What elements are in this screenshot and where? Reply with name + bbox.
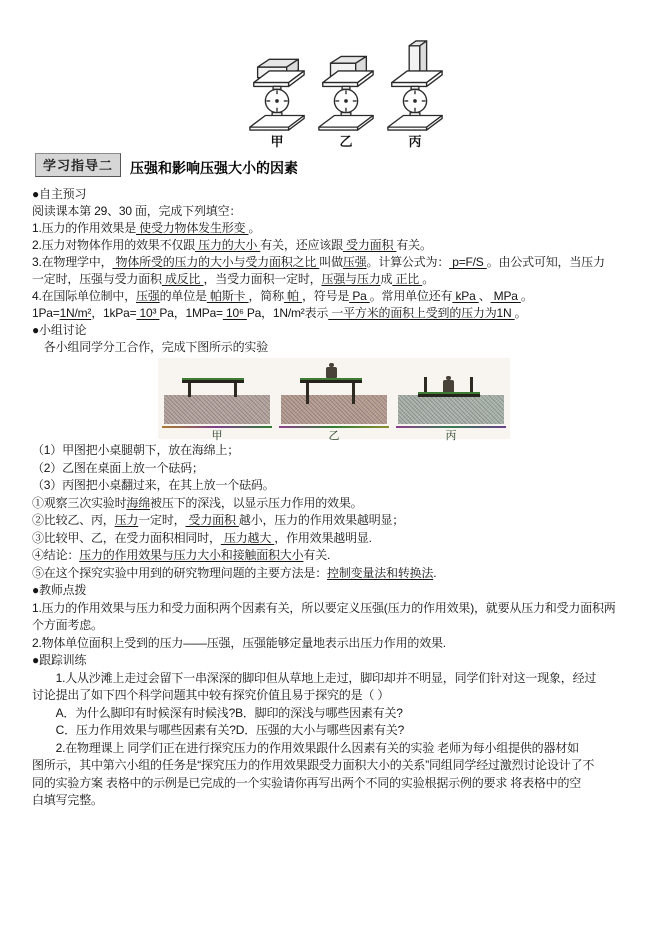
text-segment: 图所示，其中第六小组的任务是“探究压力的作用效果跟受力面积大小的关系”同组同学经过激烈讨论设计了不 <box>32 758 595 772</box>
experiment-subfig-bing <box>394 358 508 442</box>
gauge-brick-upright-icon <box>384 38 446 131</box>
text-segment: 。常用单位还有 <box>369 289 453 303</box>
text-segment: 有关. <box>303 548 331 562</box>
answer-blank: 使受力物体发生形变 <box>136 221 249 235</box>
text-line <box>32 652 657 670</box>
text-segment: 1.人从沙滩上走过会留下一串深深的脚印但从草地上走过，脚印却并不明显，同学们针对这一现象，经过 <box>32 670 597 685</box>
answer-blank: 一平方米的面积上受到的压力为1N <box>328 306 515 320</box>
text-line <box>32 460 657 478</box>
text-line <box>32 617 657 635</box>
text-segment: （2）乙图在桌面上放一个砝码； <box>32 460 204 475</box>
text-line <box>32 670 657 688</box>
text-line <box>32 792 657 810</box>
sponge-surface <box>281 395 387 424</box>
experiment-subfig-yi <box>277 358 391 442</box>
experiment-subfig-jia <box>160 358 274 442</box>
gauge-label-yi: 乙 <box>339 134 353 149</box>
experiment-photo <box>158 358 510 442</box>
text-segment: 个方面考虑。 <box>32 618 103 632</box>
text-segment: 2.在物理课上 同学们正在进行探究压力的作用效果跟什么因素有关的实验 老师为每小组提供的器材如 <box>32 740 579 755</box>
text-segment: 2.压力对物体作用的效果不仅跟 <box>32 238 196 252</box>
text-segment: 4.在国际单位制中， <box>32 289 137 303</box>
pressure-gauge-figure <box>246 38 446 150</box>
table-leg <box>234 383 237 397</box>
text-segment: ③比较甲、乙，在受力面积相同时， <box>32 530 221 545</box>
answer-blank: 控制变量法和转换法 <box>327 565 434 580</box>
text-line <box>32 254 657 271</box>
text-segment: 一定时， <box>138 513 186 527</box>
text-segment: 被压下的深浅，以显示压力作用的效果。 <box>150 495 363 510</box>
table-top-inverted <box>418 392 480 397</box>
text-segment: Pa，1MPa= <box>159 306 223 320</box>
text-segment: 。计算公式为： <box>366 255 450 269</box>
experiment-label-bing: 丙 <box>445 430 457 442</box>
answer-blank: MPa <box>490 289 521 303</box>
text-line <box>32 305 657 322</box>
answer-blank: 压力 <box>114 513 139 527</box>
text-segment: 各小组同学分工合作，完成下图所示的实验 <box>32 340 269 354</box>
text-segment: ，作用效果越明显. <box>274 530 372 545</box>
text-line <box>32 722 657 740</box>
text-segment: ，当受力面积一定时， <box>203 272 322 286</box>
text-segment: 。 <box>520 289 533 303</box>
answer-blank: 压强 <box>342 255 367 269</box>
text-line <box>32 220 657 237</box>
text-segment: ，符号是 <box>301 289 350 303</box>
text-line <box>32 635 657 653</box>
text-segment: 越小，压力的作用效果越明显； <box>238 513 405 527</box>
answer-blank: 受力面积 <box>185 513 239 527</box>
text-line <box>32 757 657 775</box>
text-segment: 成 <box>380 272 393 286</box>
text-segment: A．为什么脚印有时候深有时候浅?B．脚印的深浅与哪些因素有关? <box>32 705 403 720</box>
text-line <box>32 237 657 254</box>
text-segment: 2.物体单位面积上受到的压力——压强，压强能够定量地表示出压力作用的效果. <box>32 635 446 650</box>
text-line <box>32 339 657 356</box>
text-segment: 同的实验方案 表格中的示例是已完成的一个实验请你再写出两个不同的实验根据示例的要求 将表格中的空 <box>32 775 582 790</box>
text-segment: （1）甲图把小桌腿朝下，放在海绵上； <box>32 443 240 457</box>
text-segment: 讨论提出了如下四个科学问题其中较有探究价值且易于探究的是（ ） <box>32 688 390 702</box>
text-segment: 。由公式可知，当压力 <box>486 255 605 269</box>
gauge-brick-side-icon <box>315 38 377 131</box>
experiment-label-yi: 乙 <box>328 430 340 442</box>
gauge-device-yi <box>315 38 377 150</box>
answer-blank: 成反比 <box>161 272 204 286</box>
text-line <box>32 512 657 530</box>
text-segment: 有关，还应该跟 <box>260 238 343 252</box>
text-line <box>32 495 657 513</box>
text-segment: C．压力作用效果与哪些因素有关?D．压强的大小与哪些因素有关? <box>32 723 405 737</box>
text-segment: ①观察三次实验时 <box>32 495 127 510</box>
text-segment: ，1kPa= <box>91 306 137 320</box>
answer-blank: Pa <box>349 289 370 303</box>
text-segment: 白填写完整。 <box>32 793 103 807</box>
text-segment: ●自主预习 <box>32 187 87 201</box>
text-segment: ●小组讨论 <box>32 323 87 337</box>
text-segment: 一定时，压强与受力面积 <box>32 272 162 286</box>
answer-blank: 海绵 <box>126 495 151 510</box>
text-segment: 有关。 <box>396 238 432 252</box>
text-segment: 。 <box>248 221 261 235</box>
answer-blank: 1N/m² <box>59 306 92 320</box>
answer-blank: 物体所受的压力的大小与受力面积之比 <box>112 255 320 269</box>
answer-blank: 10³ <box>136 306 160 320</box>
text-segment: 的单位是 <box>159 289 207 303</box>
text-segment: ④结论： <box>32 548 80 562</box>
text-line <box>32 600 657 618</box>
answer-blank: 压强 <box>136 289 160 303</box>
table-leg <box>306 383 309 404</box>
answer-blank: 压力的作用效果与压力大小和接触面积大小 <box>79 548 304 562</box>
answer-blank: 帕 <box>283 289 302 303</box>
text-line <box>32 186 657 203</box>
answer-blank: kPa <box>452 289 479 303</box>
text-line <box>32 582 657 600</box>
answer-blank: 帕斯卡 <box>206 289 249 303</box>
text-line <box>32 203 657 220</box>
gauge-label-bing: 丙 <box>408 134 422 149</box>
text-segment: ②比较乙、丙， <box>32 513 115 527</box>
gauge-label-jia: 甲 <box>270 134 284 149</box>
gauge-device-bing <box>384 38 446 150</box>
text-line <box>32 288 657 305</box>
text-block-exercises <box>32 442 657 810</box>
text-segment: 、 <box>478 289 491 303</box>
text-line <box>32 530 657 548</box>
text-line <box>32 547 657 565</box>
text-line <box>32 442 657 460</box>
answer-blank: 受力面积 <box>342 238 397 252</box>
text-segment: 。 <box>422 272 435 286</box>
text-line <box>32 271 657 288</box>
text-segment: 阅读课本第 29、30 面，完成下列填空： <box>32 204 242 218</box>
text-segment: （3）丙图把小桌翻过来，在其上放一个砝码。 <box>32 478 275 492</box>
text-segment: ，简称 <box>248 289 284 303</box>
table-leg <box>188 383 191 397</box>
text-segment: ●教师点拨 <box>32 583 87 597</box>
weight <box>326 367 337 378</box>
text-line <box>32 477 657 495</box>
text-segment: 1Pa= <box>32 306 60 320</box>
sponge-surface <box>164 395 270 424</box>
text-line <box>32 775 657 793</box>
text-line <box>32 740 657 758</box>
text-line <box>32 565 657 583</box>
gauge-device-jia <box>246 38 308 150</box>
page-title: 压强和影响压强大小的因素 <box>130 160 298 176</box>
table-leg-up <box>424 377 427 393</box>
text-segment: 1.压力的作用效果与压力和受力面积两个因素有关，所以要定义压强(压力的作用效果)，就要从压力和受力面积两 <box>32 600 616 615</box>
text-line <box>32 705 657 723</box>
answer-blank: 10⁶ <box>222 306 247 320</box>
text-segment: Pa，1N/m²表示 <box>246 306 329 320</box>
answer-blank: 正比 <box>392 272 423 286</box>
answer-blank: 压强与压力 <box>321 272 381 286</box>
text-segment: 3.在物理学中， <box>32 255 113 269</box>
text-segment: 叫做 <box>319 255 343 269</box>
experiment-label-jia: 甲 <box>211 430 223 442</box>
gauge-brick-flat-icon <box>246 38 308 131</box>
text-line <box>32 687 657 705</box>
text-segment: ●跟踪训练 <box>32 653 87 667</box>
text-segment: 。 <box>514 306 527 320</box>
answer-blank: p=F/S <box>449 255 487 269</box>
text-segment: ⑤在这个探究实验中用到的研究物理问题的主要方法是： <box>32 565 328 580</box>
answer-blank: 压力越大 <box>220 530 275 545</box>
text-segment: . <box>433 565 437 580</box>
section-badge: 学习指导二 <box>35 153 121 177</box>
answer-blank: 压力的大小 <box>195 238 261 252</box>
text-segment: 1.压力的作用效果是 <box>32 221 137 235</box>
text-block-preview <box>32 186 657 356</box>
text-line <box>32 322 657 339</box>
table-leg-up <box>470 377 473 393</box>
sponge-surface <box>398 395 504 424</box>
table-leg <box>352 383 355 404</box>
